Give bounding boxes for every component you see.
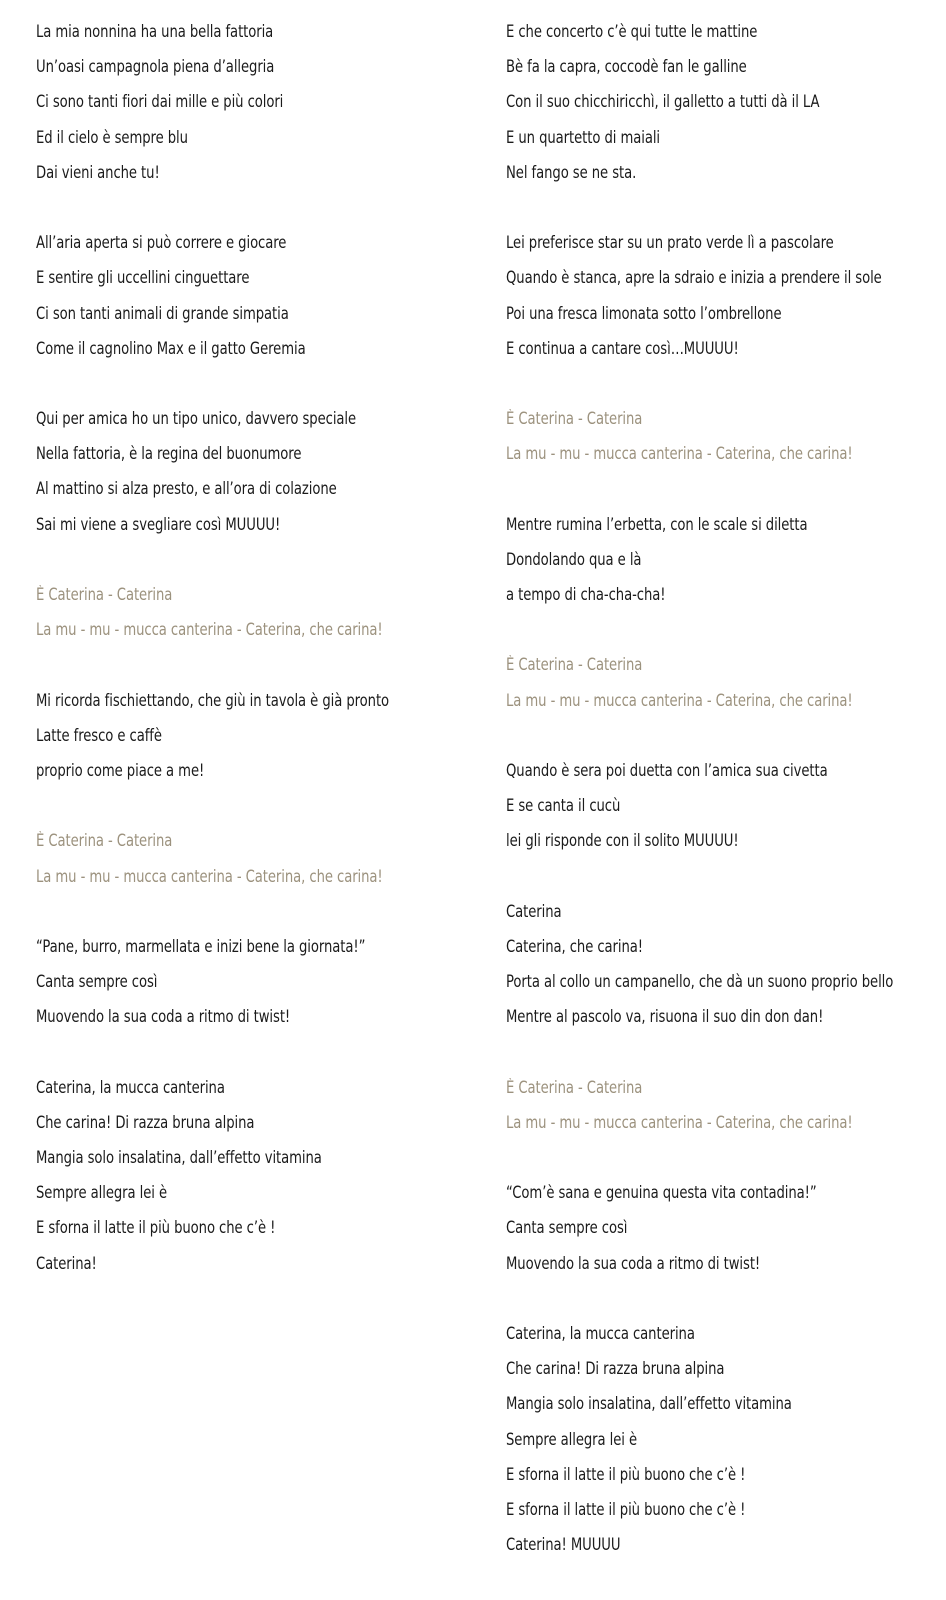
lyric-line: All’aria aperta si può correre e giocare (36, 233, 287, 253)
lyric-line: E che concerto c’è qui tutte le mattine (506, 22, 758, 41)
lyric-line: Sai mi viene a svegliare così MUUUU! (36, 514, 281, 534)
stanza-gap (506, 471, 850, 506)
lyric-line: E continua a cantare così…MUUUU! (506, 338, 739, 358)
lyric-line: Poi una fresca limonata sotto l’ombrellone (506, 303, 782, 323)
lyric-line: Mangia solo insalatina, dall’effetto vitamina (36, 1148, 322, 1167)
lyric-line: Ci sono tanti fiori dai mille e più colori (36, 92, 284, 112)
lyric-line: Caterina, la mucca canterina (36, 1077, 225, 1097)
chorus-line: La mu - mu - mucca canterina - Caterina, che carina! (506, 690, 853, 710)
lyric-line: proprio come piace a me! (36, 760, 205, 780)
lyric-line: Un’oasi campagnola piena d’allegria (36, 57, 275, 77)
lyric-line: Bè fa la capra, coccodè fan le galline (506, 57, 747, 77)
lyric-line: Lei preferisce star su un prato verde lì a pascolare (506, 233, 834, 253)
lyrics-column-left (36, 14, 476, 1281)
lyric-line: Con il suo chicchiricchì, il galletto a tutti dà il LA (506, 92, 820, 112)
lyric-line: E sforna il latte il più buono che c’è ! (506, 1499, 746, 1519)
lyric-line: Caterina (506, 901, 562, 921)
lyric-line: E sentire gli uccellini cinguettare (36, 268, 250, 288)
lyric-line: Caterina, la mucca canterina (506, 1323, 695, 1343)
lyric-line: E un quartetto di maiali (506, 127, 661, 147)
lyric-line: Mi ricorda fischiettando, che giù in tavola è già pronto (36, 690, 390, 710)
lyric-line: Muovendo la sua coda a ritmo di twist! (36, 1007, 291, 1027)
lyric-line: “Pane, burro, marmellata e inizi bene la giornata!” (36, 936, 366, 956)
lyric-line: Latte fresco e caffè (36, 725, 162, 745)
lyric-line: Sempre allegra lei è (506, 1429, 637, 1449)
lyric-line: Canta sempre così (36, 972, 158, 992)
stanza-gap (506, 366, 850, 401)
lyric-line: Ed il cielo è sempre blu (36, 127, 188, 147)
stanza-gap (36, 190, 388, 225)
lyric-line: Nella fattoria, è la regina del buonumore (36, 444, 302, 464)
lyric-line: Quando è stanca, apre la sdraio e inizia a prendere il sole (506, 268, 882, 288)
stanza-gap (36, 894, 388, 929)
chorus-line: È Caterina - Caterina (506, 655, 643, 675)
stanza-gap (36, 542, 388, 577)
lyric-line: Caterina! (36, 1253, 97, 1273)
chorus-line: È Caterina - Caterina (506, 1077, 643, 1097)
lyric-line: La mia nonnina ha una bella fattoria (36, 22, 274, 41)
chorus-line: La mu - mu - mucca canterina - Caterina, che carina! (36, 620, 383, 640)
lyric-line: lei gli risponde con il solito MUUUU! (506, 831, 739, 851)
stanza-gap (36, 788, 388, 823)
lyric-line: Caterina! MUUUU (506, 1535, 621, 1555)
lyric-line: E sforna il latte il più buono che c’è ! (36, 1218, 276, 1238)
lyric-line: Nel fango se ne sta. (506, 162, 637, 182)
chorus-line: La mu - mu - mucca canterina - Caterina, che carina! (506, 444, 853, 464)
chorus-line: È Caterina - Caterina (36, 585, 173, 604)
chorus-line: È Caterina - Caterina (506, 409, 643, 429)
lyric-line: Canta sempre così (506, 1218, 628, 1238)
lyric-line: Come il cagnolino Max e il gatto Geremia (36, 338, 306, 358)
lyric-line: “Com’è sana e genuina questa vita contadina!” (506, 1183, 817, 1203)
stanza-gap (506, 1034, 850, 1069)
lyric-line: Mentre rumina l’erbetta, con le scale si diletta (506, 514, 808, 534)
stanza-gap (506, 1140, 850, 1175)
chorus-line: La mu - mu - mucca canterina - Caterina, che carina! (506, 1112, 853, 1132)
lyric-line: E sforna il latte il più buono che c’è ! (506, 1464, 746, 1484)
stanza-gap (506, 718, 850, 753)
stanza-gap (36, 647, 388, 682)
lyric-line: Dai vieni anche tu! (36, 162, 160, 182)
chorus-line: È Caterina - Caterina (36, 831, 173, 851)
stanza-gap (506, 859, 850, 894)
lyric-line: Sempre allegra lei è (36, 1183, 167, 1203)
lyric-line: Dondolando qua e là (506, 549, 642, 569)
lyric-line: Ci son tanti animali di grande simpatia (36, 303, 289, 323)
lyrics-column-right (506, 14, 936, 1562)
lyric-line: Che carina! Di razza bruna alpina (36, 1112, 255, 1132)
stanza-gap (36, 366, 388, 401)
lyric-line: Quando è sera poi duetta con l’amica sua civetta (506, 760, 828, 780)
lyric-line: a tempo di cha-cha-cha! (506, 585, 666, 604)
lyric-line: Qui per amica ho un tipo unico, davvero speciale (36, 409, 357, 429)
lyric-line: Porta al collo un campanello, che dà un suono proprio bello (506, 972, 894, 992)
lyric-line: Che carina! Di razza bruna alpina (506, 1359, 725, 1379)
chorus-line: La mu - mu - mucca canterina - Caterina, che carina! (36, 866, 383, 886)
lyric-line: E se canta il cucù (506, 796, 621, 816)
stanza-gap (506, 190, 850, 225)
stanza-gap (506, 612, 850, 647)
lyric-line: Mentre al pascolo va, risuona il suo din don dan! (506, 1007, 824, 1027)
lyric-line: Mangia solo insalatina, dall’effetto vitamina (506, 1394, 792, 1414)
lyric-line: Al mattino si alza presto, e all’ora di colazione (36, 479, 337, 499)
lyric-line: Muovendo la sua coda a ritmo di twist! (506, 1253, 761, 1273)
lyric-line: Caterina, che carina! (506, 936, 643, 956)
stanza-gap (506, 1281, 850, 1316)
stanza-gap (36, 1034, 388, 1069)
